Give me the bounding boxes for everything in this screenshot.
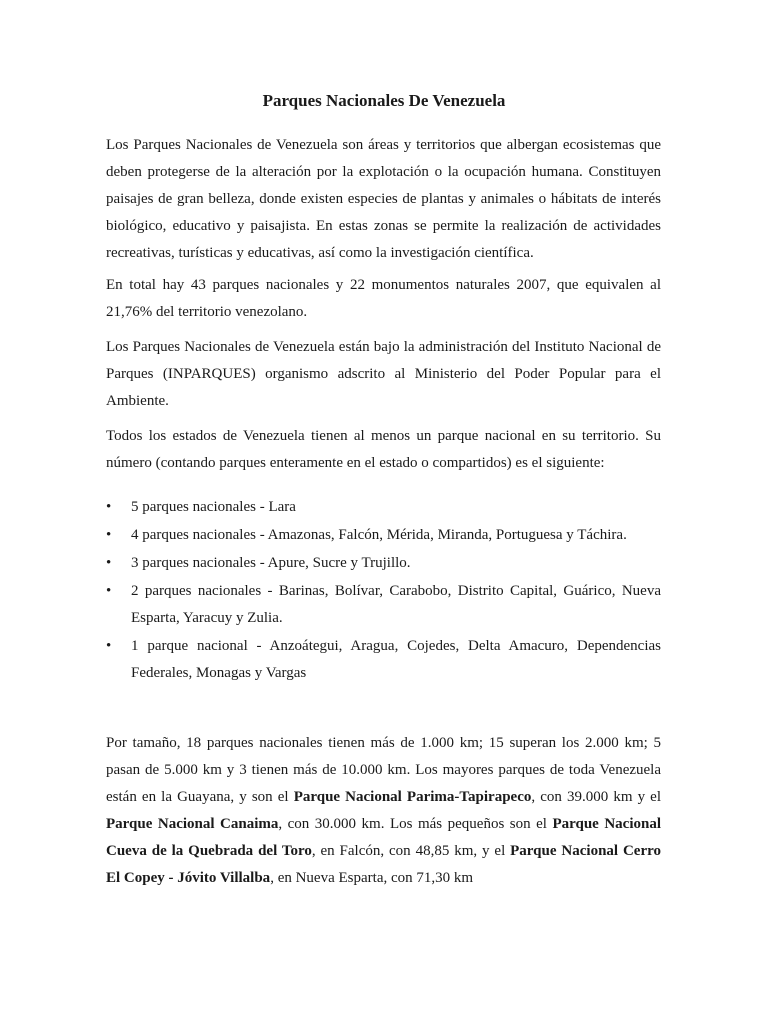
size-text-5: , en Nueva Esparta, con 71,30 km bbox=[270, 870, 474, 886]
intro-paragraph: Los Parques Nacionales de Venezuela son áreas y territorios que albergan ecosistemas que deben protegerse de la alteración por la explotación o la ocupación humana. Constituyen paisajes de gran belleza, donde existen especies de plantas y animales o hábitats de interés biológico, educativo y paisajista. En estas zonas se permite la realización de actividades recreativas, turísticas y educativas, así como la investigación científica. bbox=[106, 137, 661, 261]
list-item-text: 4 parques nacionales - Amazonas, Falcón, Mérida, Miranda, Portuguesa y Táchira. bbox=[131, 527, 627, 543]
size-text-1: Por tamaño, 18 parques nacionales tienen más de 1.000 km; 15 superan los 2.000 km; 5 pasan de 5.000 km y 3 tienen más de 10.000 km. Los mayores parques de toda Venezuela están en la Guayana, y son el bbox=[106, 735, 661, 805]
bullet-icon: • bbox=[106, 583, 112, 599]
bullet-icon: • bbox=[106, 499, 112, 515]
administration-paragraph: Los Parques Nacionales de Venezuela están bajo la administración del Instituto Nacional de Parques (INPARQUES) organismo adscrito al Ministerio del Poder Popular para el Ambiente. bbox=[106, 339, 661, 409]
list-item bbox=[106, 550, 661, 577]
bullet-icon: • bbox=[106, 555, 112, 571]
bullet-icon: • bbox=[106, 527, 112, 543]
list-item bbox=[106, 578, 661, 632]
parks-by-state-list bbox=[106, 494, 661, 688]
size-text-2: , con 39.000 km y el bbox=[531, 789, 661, 805]
list-item-text: 1 parque nacional - Anzoátegui, Aragua, Cojedes, Delta Amacuro, Dependencias Federales, Monagas y Vargas bbox=[131, 638, 661, 681]
park-name-parima: Parque Nacional Parima-Tapirapeco bbox=[293, 789, 532, 805]
totals-paragraph: En total hay 43 parques nacionales y 22 monumentos naturales 2007, que equivalen al 21,76% del territorio venezolano. bbox=[106, 277, 661, 320]
size-text-4: , en Falcón, con 48,85 km, y el bbox=[311, 843, 511, 859]
park-name-cerro-copey: Parque Nacional Cerro El Copey - Jóvito Villalba bbox=[106, 843, 661, 886]
list-item bbox=[106, 633, 661, 687]
park-name-canaima: Parque Nacional Canaima bbox=[106, 816, 279, 832]
list-item bbox=[106, 522, 661, 549]
page-title: Parques Nacionales De Venezuela bbox=[262, 91, 506, 110]
list-item-text: 5 parques nacionales - Lara bbox=[131, 499, 296, 515]
size-text-3: , con 30.000 km. Los más pequeños son el bbox=[278, 816, 553, 832]
size-paragraph bbox=[106, 730, 661, 892]
list-item-text: 2 parques nacionales - Barinas, Bolívar, Carabobo, Distrito Capital, Guárico, Nueva Esparta, Yaracuy y Zulia. bbox=[131, 583, 661, 626]
park-name-cueva-toro: Parque Nacional Cueva de la Quebrada del Toro bbox=[106, 816, 661, 859]
list-item bbox=[106, 494, 661, 521]
states-paragraph: Todos los estados de Venezuela tienen al menos un parque nacional en su territorio. Su número (contando parques enteramente en el estado o compartidos) es el siguiente: bbox=[106, 428, 661, 471]
list-item-text: 3 parques nacionales - Apure, Sucre y Trujillo. bbox=[131, 555, 411, 571]
bullet-icon: • bbox=[106, 638, 112, 654]
